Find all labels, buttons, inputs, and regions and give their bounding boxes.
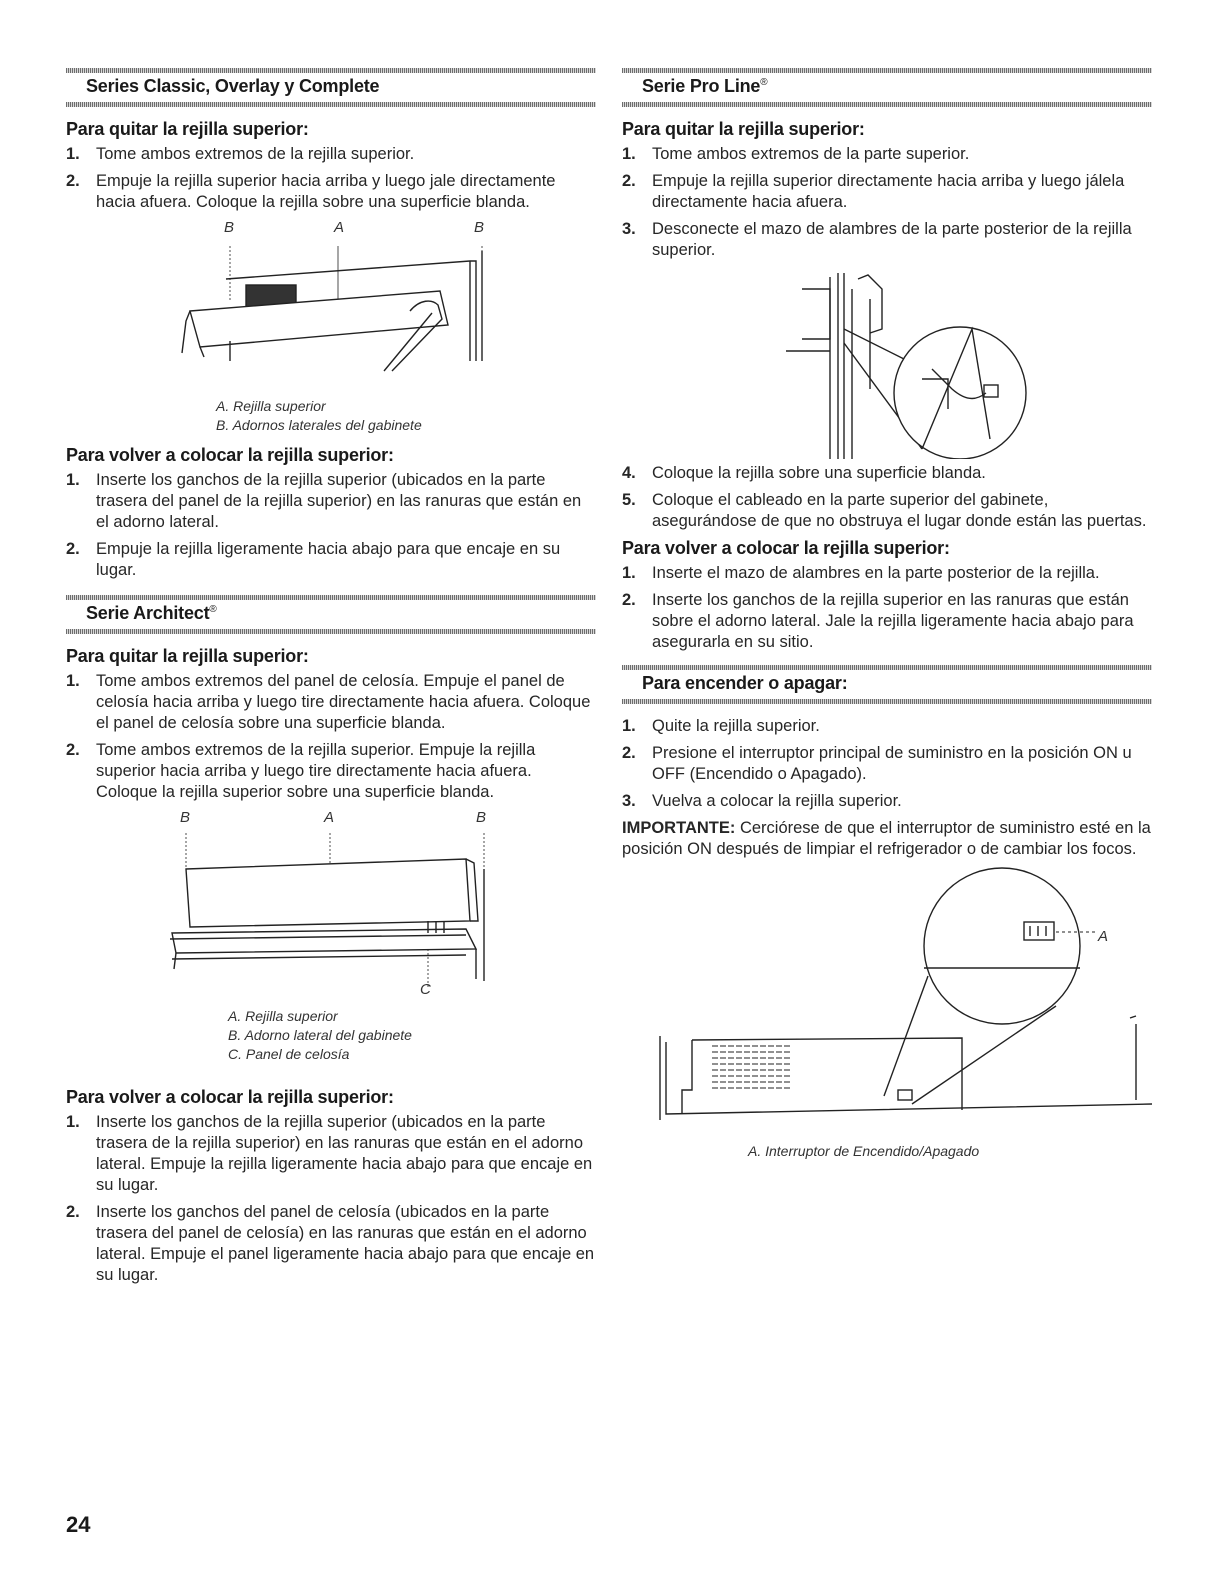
page-number: 24 — [66, 1512, 91, 1537]
list-item: 2. Empuje la rejilla superior hacia arriba y luego jale directamente hacia afuera. Coloque la rejilla sobre una superficie blanda. — [66, 172, 556, 211]
figure-label: B — [224, 219, 235, 236]
figure-label: B — [476, 809, 487, 826]
steps-list — [66, 1112, 596, 1286]
figure-wire-harness — [622, 267, 1152, 463]
subheading-replace-grille: Para volver a colocar la rejilla superior: — [622, 538, 950, 558]
section-header-power — [622, 659, 1152, 704]
figure-label: B — [474, 219, 485, 236]
figure-power-switch — [622, 860, 1152, 1160]
list-item: 1. Inserte los ganchos de la rejilla superior (ubicados en la parte trasera de la rejilla superior) en las ranuras que están en el adorno lateral. Empuje la rejilla ligeramente hacia abajo para que encaje en su lugar. — [66, 1113, 593, 1194]
figure-legend: A. Rejilla superior B. Adorno lateral del gabinete C. Panel de celosía — [228, 1008, 412, 1062]
subheading-replace-grille: Para volver a colocar la rejilla superior: — [66, 445, 394, 465]
grille-panel-illustration — [166, 829, 496, 989]
list-item: 2. Inserte los ganchos del panel de celosía (ubicados en la parte trasera del panel de celosía) en las ranuras que están en el adorno lateral. Empuje el panel ligeramente hacia abajo para que encaje en su lugar. — [66, 1203, 595, 1284]
steps-list — [622, 563, 1152, 653]
list-item: 4. Coloque la rejilla sobre una superficie blanda. — [622, 464, 986, 482]
right-column — [622, 62, 1152, 1160]
steps-list — [622, 144, 1152, 261]
section-title: Series Classic, Overlay y Complete — [86, 76, 380, 96]
figure-grille-architect — [66, 809, 596, 1081]
list-item: 1. Tome ambos extremos de la parte superior. — [622, 145, 970, 163]
steps-list — [66, 470, 596, 581]
list-item: 5. Coloque el cableado en la parte superior del gabinete, asegurándose de que no obstruya el lugar donde están las puertas. — [622, 491, 1147, 530]
figure-grille-classic — [66, 219, 596, 439]
steps-list — [66, 671, 596, 803]
steps-list — [66, 144, 596, 213]
section-header-classic — [66, 62, 596, 107]
wire-harness-illustration — [772, 269, 1032, 459]
figure-label: C — [420, 981, 431, 998]
list-item: 3. Desconecte el mazo de alambres de la parte posterior de la rejilla superior. — [622, 220, 1132, 259]
figure-legend: A. Rejilla superior B. Adornos laterales del gabinete — [216, 398, 422, 433]
list-item: 1. Inserte el mazo de alambres en la parte posterior de la rejilla. — [622, 564, 1100, 582]
figure-label: B — [180, 809, 191, 826]
steps-list — [622, 716, 1152, 812]
section-title: Para encender o apagar: — [642, 673, 848, 693]
list-item: 1. Tome ambos extremos del panel de celosía. Empuje el panel de celosía hacia arriba y luego tire directamente hacia afuera. Coloque el panel de celosía sobre una superficie blanda. — [66, 672, 591, 732]
list-item: 1. Inserte los ganchos de la rejilla superior (ubicados en la parte trasera del panel de la rejilla superior) en las ranuras que están en el adorno lateral. — [66, 471, 582, 531]
grille-illustration — [170, 241, 490, 391]
subheading-replace-grille: Para volver a colocar la rejilla superior: — [66, 1087, 394, 1107]
section-header-pro-line — [622, 62, 1152, 107]
section-title: Serie Pro Line® — [642, 76, 768, 96]
list-item: 3. Vuelva a colocar la rejilla superior. — [622, 792, 902, 810]
figure-label: A — [334, 219, 345, 236]
figure-label: A — [324, 809, 335, 826]
section-header-architect — [66, 589, 596, 634]
list-item: 2. Tome ambos extremos de la rejilla superior. Empuje la rejilla superior hacia arriba y luego tire directamente hacia afuera. Coloque la rejilla superior sobre una superficie blanda. — [66, 741, 536, 801]
left-column — [66, 62, 596, 1292]
subheading-remove-grille: Para quitar la rejilla superior: — [66, 646, 309, 666]
list-item: 1. Tome ambos extremos de la rejilla superior. — [66, 145, 415, 163]
list-item: 2. Empuje la rejilla ligeramente hacia abajo para que encaje en su lugar. — [66, 540, 561, 579]
section-title: Serie Architect® — [86, 603, 217, 623]
list-item: 1. Quite la rejilla superior. — [622, 717, 820, 735]
power-switch-illustration — [652, 866, 1152, 1136]
important-note: IMPORTANTE: Cerciórese de que el interruptor de suministro esté en la posición ON después de limpiar el refrigerador o de cambiar los focos. — [622, 819, 1151, 858]
figure-legend: A. Interruptor de Encendido/Apagado — [748, 1143, 980, 1159]
subheading-remove-grille: Para quitar la rejilla superior: — [66, 119, 309, 139]
steps-list — [622, 463, 1152, 532]
list-item: 2. Empuje la rejilla superior directamente hacia arriba y luego jálela directamente hacia afuera. — [622, 172, 1125, 211]
list-item: 2. Inserte los ganchos de la rejilla superior en las ranuras que están sobre el adorno lateral. Jale la rejilla ligeramente hacia abajo para asegurarla en su sitio. — [622, 591, 1134, 651]
subheading-remove-grille: Para quitar la rejilla superior: — [622, 119, 865, 139]
list-item: 2. Presione el interruptor principal de suministro en la posición ON u OFF (Encendido o Apagado). — [622, 744, 1132, 783]
figure-label: A — [1098, 928, 1109, 945]
